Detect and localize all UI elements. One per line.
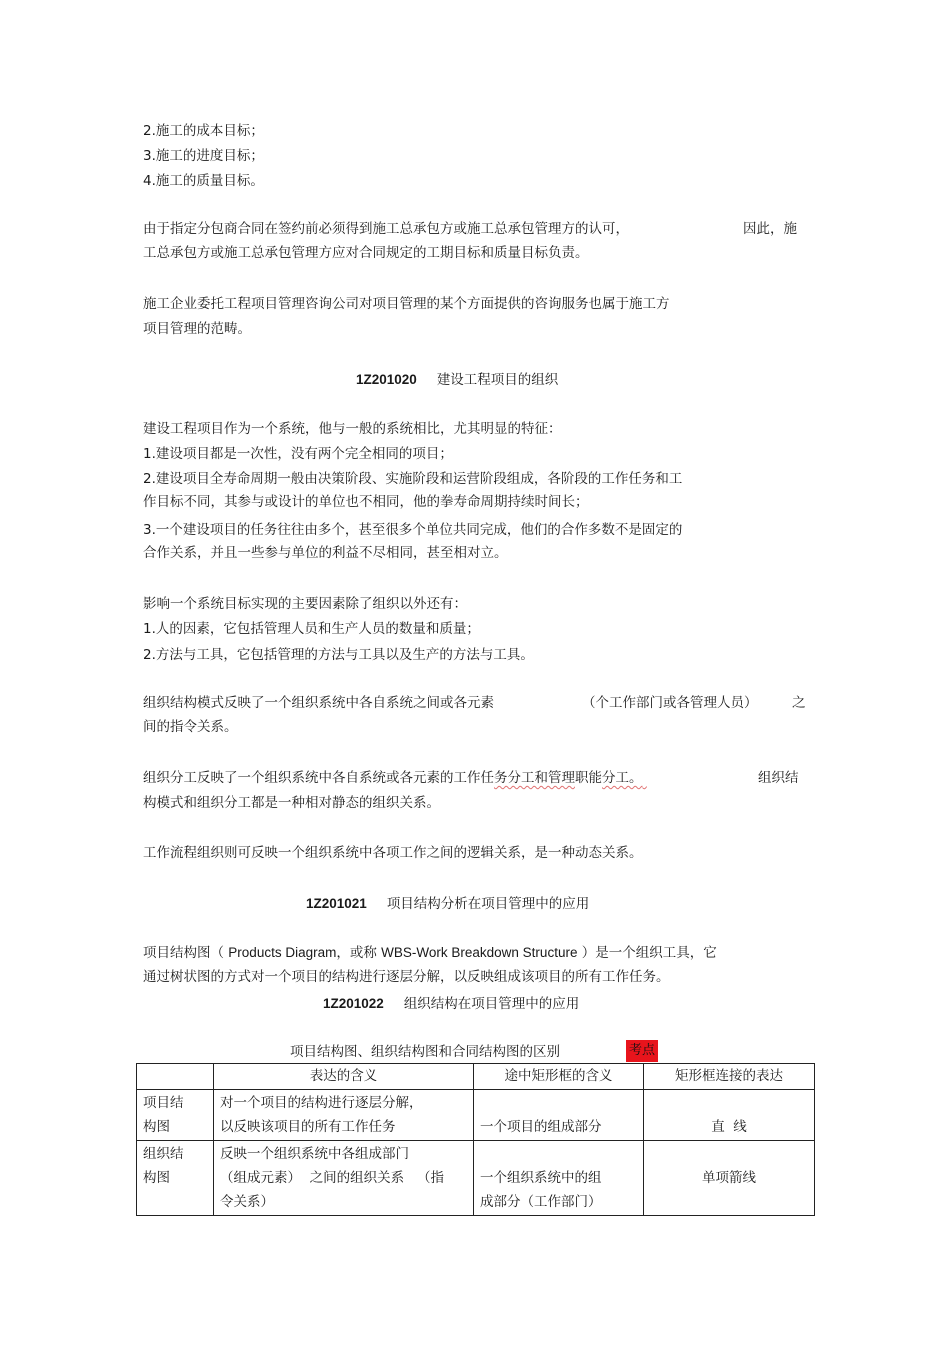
text-segment: 分工。 — [602, 770, 643, 786]
text-segment: ，或称 — [336, 945, 377, 961]
cell-line: 令关系） — [220, 1194, 274, 1210]
table-header-row — [137, 1064, 815, 1090]
list-item: 1.建设项目都是一次性，没有两个完全相同的项目； — [143, 446, 453, 462]
section-code: 1Z201020 — [356, 372, 417, 387]
text-segment: 组织结 — [758, 770, 799, 786]
list-item: 2.施工的成本目标； — [143, 123, 264, 139]
section-heading — [323, 994, 579, 1014]
text-segment: WBS-Work Breakdown Structure — [381, 945, 578, 960]
section-code: 1Z201022 — [323, 996, 384, 1011]
list-item: 3.施工的进度目标； — [143, 148, 264, 164]
text-segment: 由于指定分包商合同在签约前必须得到施工总承包方或施工总承包管理方的认可， — [143, 221, 629, 237]
table-cell — [214, 1141, 474, 1216]
list-item: 2.方法与工具，它包括管理的方法与工具以及生产的方法与工具。 — [143, 647, 534, 663]
paragraph-line: 建设工程项目作为一个系统，他与一般的系统相比，尤其明显的特征： — [143, 421, 562, 437]
spell-underline — [643, 768, 701, 788]
paragraph-line — [143, 219, 629, 239]
cell-line: 组织结 — [143, 1146, 184, 1162]
table-cell — [644, 1141, 815, 1216]
table-cell — [137, 1141, 214, 1216]
table-row — [137, 1141, 815, 1216]
section-title: 项目结构分析在项目管理中的应用 — [386, 896, 590, 912]
table-cell — [644, 1090, 815, 1141]
cell-line: 构图 — [143, 1119, 170, 1135]
paragraph-line: 工作流程组织则可反映一个组织系统中各项工作之间的逻辑关系，是一种动态关系。 — [143, 845, 643, 861]
table-caption: 项目结构图、组织结构图和合同结构图的区别 — [290, 1044, 560, 1060]
cell-line: 项目结 — [143, 1095, 184, 1111]
cell-line: 直 线 — [711, 1119, 747, 1135]
paragraph-line: 工总承包方或施工总承包管理方应对合同规定的工期目标和质量目标负责。 — [143, 245, 589, 261]
section-code: 1Z201021 — [306, 896, 367, 911]
table-row — [137, 1090, 815, 1141]
text-segment: 务分工和管理 — [494, 770, 575, 786]
table-header-cell: 表达的含义 — [214, 1064, 474, 1090]
comparison-table — [136, 1063, 815, 1216]
section-heading — [306, 894, 589, 914]
paragraph-line — [143, 768, 701, 788]
list-item: 作目标不同，其参与或设计的单位也不相同，他的拳寿命周期持续时间长； — [143, 494, 589, 510]
paragraph-line: 构模式和组织分工都是一种相对静态的组织关系。 — [143, 795, 440, 811]
cell-line: 一个项目的组成部分 — [480, 1119, 602, 1135]
cell-line: 构图 — [143, 1170, 170, 1186]
text-segment: 项目结构图（ — [143, 945, 224, 961]
table-header-cell: 矩形框连接的表达 — [644, 1064, 815, 1090]
table-header-cell: 途中矩形框的含义 — [474, 1064, 644, 1090]
paragraph-line: 通过树状图的方式对一个项目的结构进行逐层分解，以反映组成该项目的所有工作任务。 — [143, 969, 670, 985]
section-heading — [356, 370, 558, 390]
paragraph-line: 施工企业委托工程项目管理咨询公司对项目管理的某个方面提供的咨询服务也属于施工方 — [143, 296, 670, 312]
text-segment: Products Diagram — [228, 945, 337, 960]
table-cell — [214, 1090, 474, 1141]
list-item: 4.施工的质量目标。 — [143, 173, 264, 189]
text-segment: 组织分工反映了一个组织系统中各自系统或各元素的工作任 — [143, 770, 494, 786]
text-segment: 之 — [792, 695, 806, 711]
text-segment: 组织结构模式反映了一个组织系统中各自系统之间或各元素 — [143, 695, 494, 711]
list-item: 合作关系，并且一些参与单位的利益不尽相同，甚至相对立。 — [143, 545, 508, 561]
key-point-badge: 考点 — [626, 1040, 658, 1062]
list-item: 3.一个建设项目的任务往往由多个，甚至很多个单位共同完成，他们的合作多数不是固定的 — [143, 522, 683, 538]
table-cell — [474, 1090, 644, 1141]
paragraph-line: 影响一个系统目标实现的主要因素除了组织以外还有： — [143, 596, 467, 612]
section-title: 组织结构在项目管理中的应用 — [403, 996, 580, 1012]
cell-line: 一个组织系统中的组 — [480, 1170, 602, 1186]
paragraph-line — [143, 943, 717, 963]
paragraph-line: 项目管理的范畴。 — [143, 321, 251, 337]
cell-line: 成部分（工作部门） — [480, 1194, 602, 1210]
list-item: 1.人的因素，它包括管理人员和生产人员的数量和质量； — [143, 621, 480, 637]
cell-line: 反映一个组织系统中各组成部门 — [220, 1146, 409, 1162]
text-segment: 职能 — [575, 770, 602, 786]
cell-line: 以反映该项目的所有工作任务 — [220, 1119, 396, 1135]
section-title: 建设工程项目的组织 — [436, 372, 559, 388]
text-segment: （个工作部门或各管理人员） — [582, 695, 758, 711]
cell-line: 单项箭线 — [702, 1170, 756, 1186]
text-segment: 因此，施 — [743, 221, 797, 237]
table-cell — [474, 1141, 644, 1216]
paragraph-line: 间的指令关系。 — [143, 719, 238, 735]
list-item: 2.建设项目全寿命周期一般由决策阶段、实施阶段和运营阶段组成，各阶段的工作任务和工 — [143, 471, 683, 487]
table-cell — [137, 1090, 214, 1141]
text-segment: ）是一个组织工具，它 — [581, 945, 717, 961]
cell-line: （组成元素） 之间的组织关系 （指 — [220, 1170, 444, 1186]
table-header-cell — [137, 1064, 214, 1090]
cell-line: 对一个项目的结构进行逐层分解， — [220, 1095, 423, 1111]
